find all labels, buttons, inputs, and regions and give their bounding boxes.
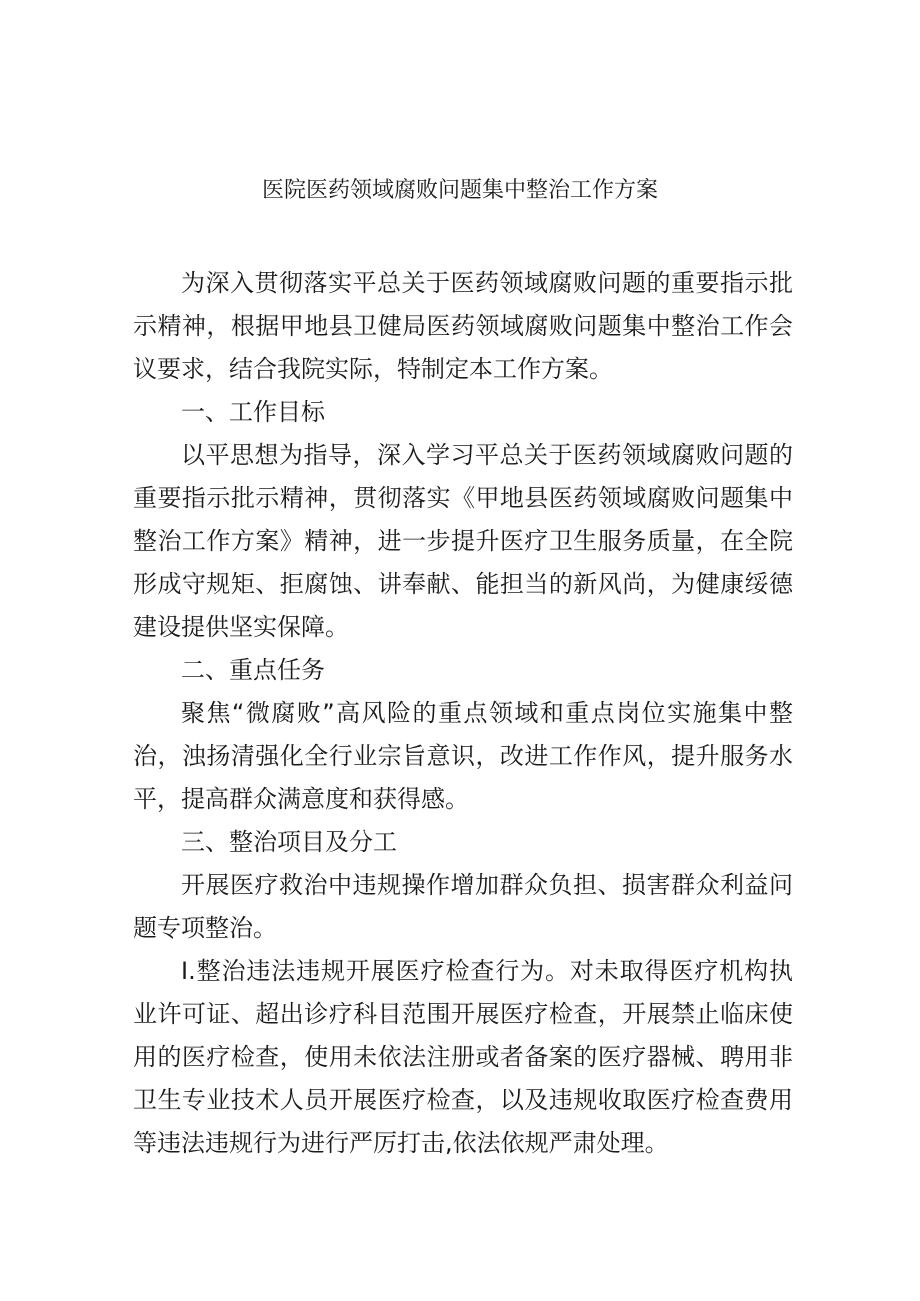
document-body bbox=[133, 262, 793, 1165]
section-heading-key-tasks: 二、重点任务 bbox=[181, 656, 325, 684]
goals-paragraph: 以平思想为指导，深入学习平总关于医药领域腐败问题的重要指示批示精神，贯彻落实《甲地县医药领域腐败问题集中整治工作方案》精神，进一步提升医疗卫生服务质量，在全院形成守规矩、拒腐蚀、讲奉献、能担当的新风尚，为健康绥德建设提供坚实保障。 bbox=[133, 441, 793, 641]
item-1-paragraph: I.整治违法违规开展医疗检查行为。对未取得医疗机构执业许可证、超出诊疗科目范围开展医疗检查，开展禁止临床使用的医疗检查，使用未依法注册或者备案的医疗器械、聘用非卫生专业技术人员开展医疗检查，以及违规收取医疗检查费用等违法违规行为进行严厉打击,依法依规严肃处理。 bbox=[133, 957, 793, 1157]
key-tasks-paragraph: 聚焦“微腐败”高风险的重点领域和重点岗位实施集中整治，浊扬清强化全行业宗旨意识，改进工作作风，提升服务水平，提高群众满意度和获得感。 bbox=[133, 699, 793, 813]
rectification-paragraph: 开展医疗救治中违规操作增加群众负担、损害群众利益问题专项整治。 bbox=[133, 871, 793, 942]
section-heading-goals: 一、工作目标 bbox=[181, 398, 325, 426]
intro-paragraph: 为深入贯彻落实平总关于医药领域腐败问题的重要指示批示精神，根据甲地县卫健局医药领域腐败问题集中整治工作会议要求，结合我院实际，特制定本工作方案。 bbox=[133, 269, 793, 383]
section-heading-rectification: 三、整治项目及分工 bbox=[181, 828, 397, 856]
document-title: 医院医药领域腐败问题集中整治工作方案 bbox=[261, 178, 658, 203]
